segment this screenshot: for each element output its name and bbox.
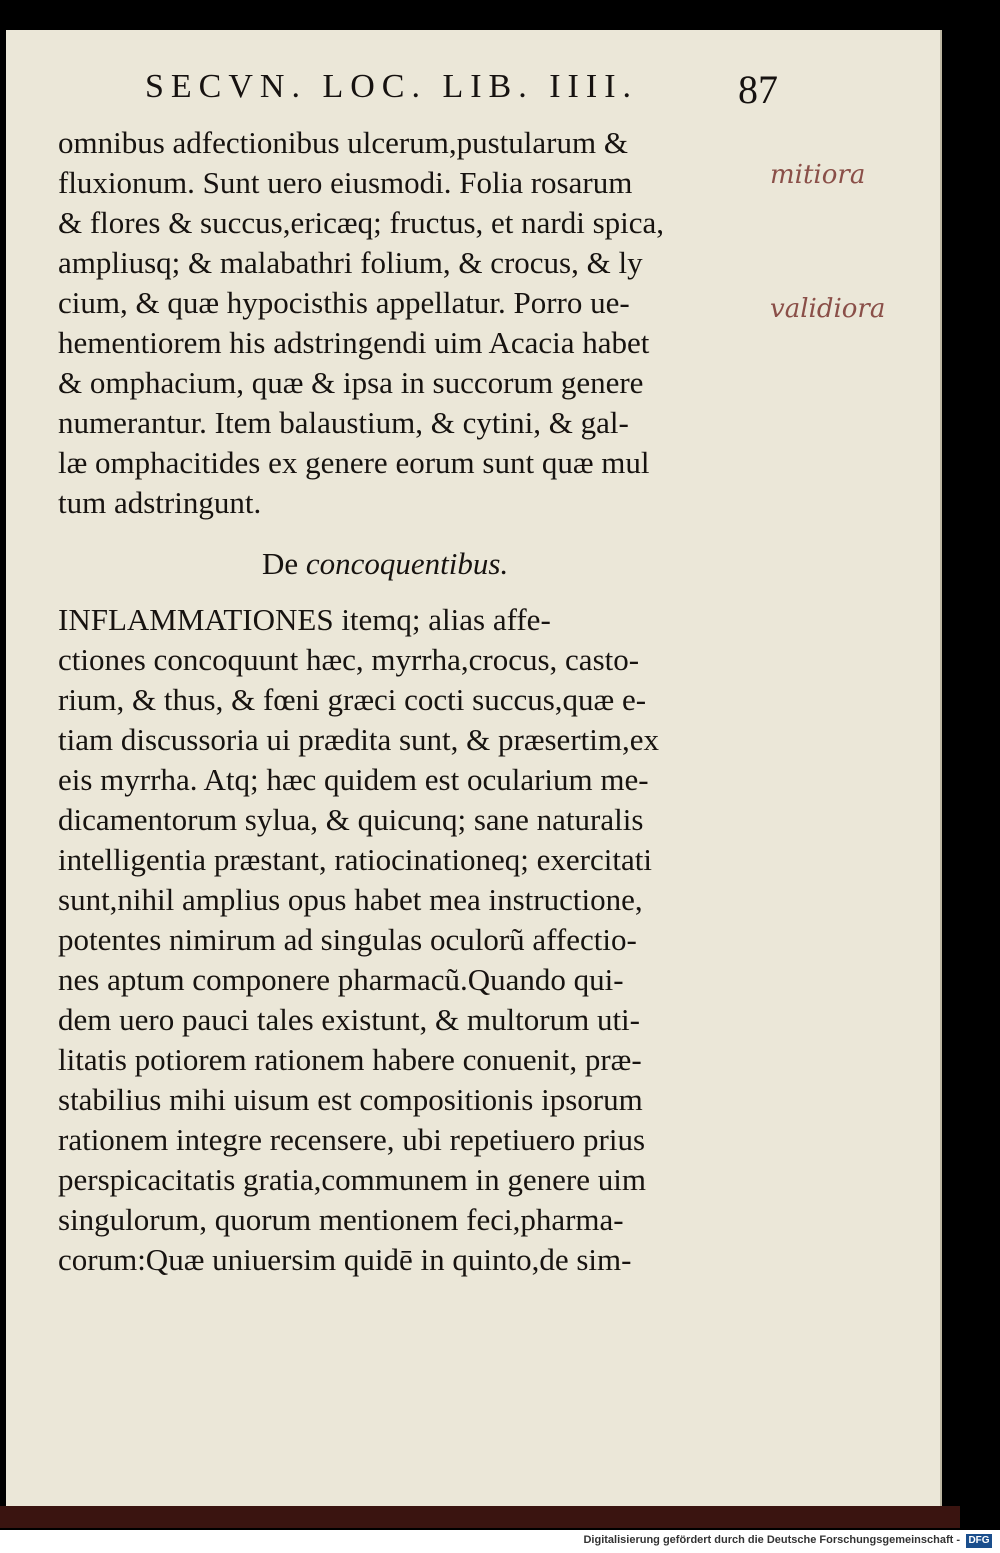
text-line: potentes nimirum ad singulas oculorũ affectio- xyxy=(58,922,637,957)
text-line: stabilius mihi uisum est compositionis ipsorum xyxy=(58,1082,643,1117)
text-line: singulorum, quorum mentionem feci,pharma- xyxy=(58,1202,624,1237)
text-line: ctiones concoquunt hæc, myrrha,crocus, casto- xyxy=(58,642,640,677)
running-head: SECVN. LOC. LIB. IIII. xyxy=(145,68,639,105)
text-line: rationem integre recensere, ubi repetiuero prius xyxy=(58,1122,646,1157)
text-line: tiam discussoria ui prædita sunt, & præsertim,ex xyxy=(58,722,659,757)
text-line: fluxionum. Sunt uero eiusmodi. Folia rosarum xyxy=(58,165,633,200)
text-line: tum adstringunt. xyxy=(58,485,262,520)
text-line: INFLAMMATIONES itemq; alias affe- xyxy=(58,602,551,637)
text-line: dem uero pauci tales existunt, & multorum uti- xyxy=(58,1002,640,1037)
dfg-logo: DFG xyxy=(966,1534,992,1548)
text-line: dicamentorum sylua, & quicunq; sane naturalis xyxy=(58,802,644,837)
text-line: omnibus adfectionibus ulcerum,pustularum & xyxy=(58,125,628,160)
text-line: corum:Quæ uniuersim quidē in quinto,de sim- xyxy=(58,1242,632,1277)
text-line: litatis potiorem rationem habere conuenit, præ- xyxy=(58,1042,642,1077)
section-heading xyxy=(262,546,508,582)
heading-prefix: De xyxy=(262,546,306,581)
text-line: & flores & succus,ericæq; fructus, et nardi spica, xyxy=(58,205,665,240)
text-line: rium, & thus, & fœni græci cocti succus,quæ e- xyxy=(58,682,647,717)
text-line: læ omphacitides ex genere eorum sunt quæ mul xyxy=(58,445,650,480)
heading-title: concoquentibus. xyxy=(305,546,509,581)
text-line: cium, & quæ hypocisthis appellatur. Porro ue- xyxy=(58,285,630,320)
footer-bar xyxy=(0,1530,1000,1553)
text-line: & omphacium, quæ & ipsa in succorum genere xyxy=(58,365,644,400)
text-line: perspicacitatis gratia,communem in genere uim xyxy=(58,1162,646,1197)
book-edge xyxy=(0,1506,960,1528)
text-line: ampliusq; & malabathri folium, & crocus, & ly xyxy=(58,245,643,280)
text-line: intelligentia præstant, ratiocinationeq; exercitati xyxy=(58,842,652,877)
text-line: sunt,nihil amplius opus habet mea instructione, xyxy=(58,882,643,917)
text-line: hementiorem his adstringendi uim Acacia habet xyxy=(58,325,650,360)
page-number: 87 xyxy=(738,67,778,112)
footer-credit: Digitalisierung gefördert durch die Deutsche Forschungsgemeinschaft - xyxy=(583,1534,960,1546)
margin-annotation: mitiora xyxy=(770,160,866,190)
text-line: eis myrrha. Atq; hæc quidem est ocularium me- xyxy=(58,762,649,797)
text-line: numerantur. Item balaustium, & cytini, & gal- xyxy=(58,405,629,440)
text-line: nes aptum componere pharmacũ.Quando qui- xyxy=(58,962,624,997)
margin-annotation: validiora xyxy=(770,294,886,324)
